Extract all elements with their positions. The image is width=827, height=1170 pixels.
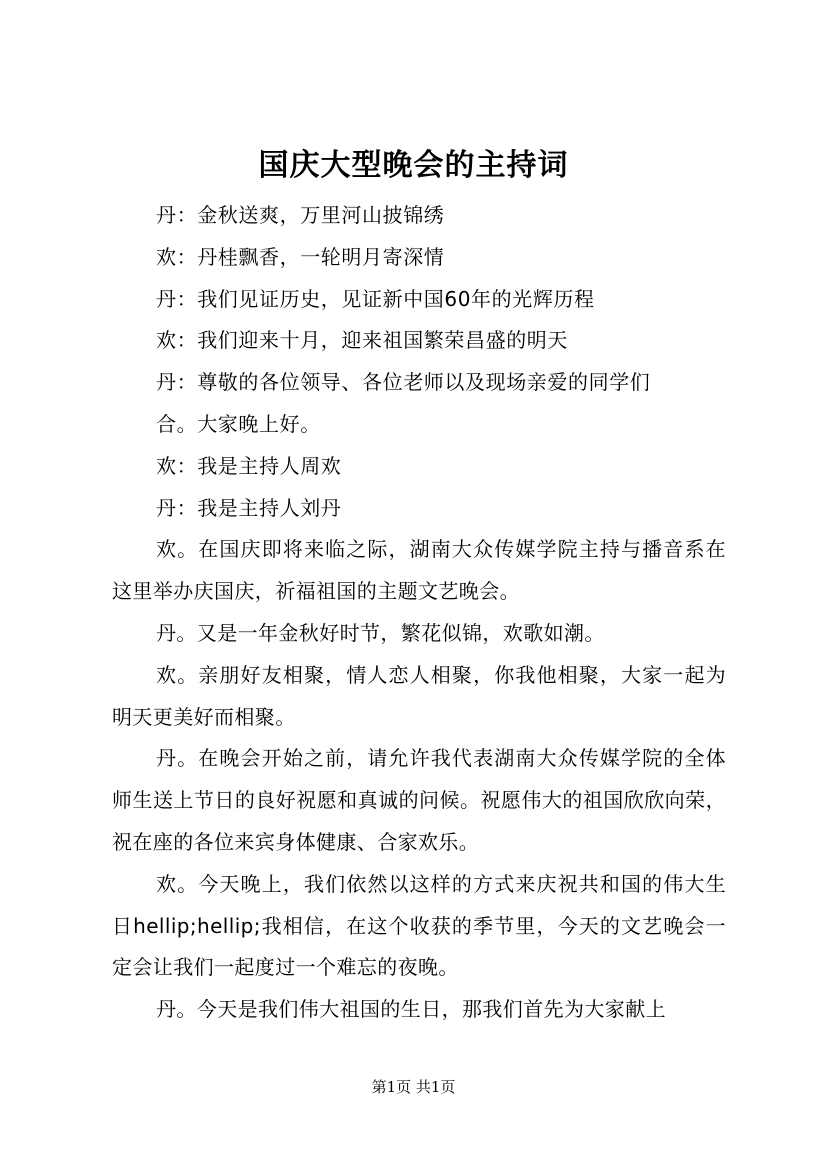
paragraph: 丹：我们见证历史，见证新中国60年的光辉历程 — [156, 286, 595, 311]
paragraph: 欢：我们迎来十月，迎来祖国繁荣昌盛的明天 — [156, 328, 568, 353]
page-footer: 第1页 共1页 — [371, 1078, 456, 1096]
paragraph: 合。大家晚上好。 — [156, 411, 321, 436]
paragraph: 丹：我是主持人刘丹 — [156, 495, 342, 520]
paragraph: 丹。在晚会开始之前，请允许我代表湖南大众传媒学院的全体师生送上节日的良好祝愿和真诚的问候。祝愿伟大的祖国欣欣向荣，祝在座的各位来宾身体健康、合家欢乐。 — [112, 746, 726, 854]
document-title: 国庆大型晚会的主持词 — [258, 148, 569, 183]
paragraph: 欢：丹桂飘香，一轮明月寄深情 — [156, 244, 445, 269]
paragraph: 欢。亲朋好友相聚，情人恋人相聚，你我他相聚，大家一起为明天更美好而相聚。 — [112, 662, 726, 729]
paragraph: 丹。今天是我们伟大祖国的生日，那我们首先为大家献上 — [156, 997, 666, 1022]
paragraph: 丹：金秋送爽，万里河山披锦绣 — [156, 203, 445, 227]
paragraph: 丹：尊敬的各位领导、各位老师以及现场亲爱的同学们 — [156, 370, 651, 395]
paragraph: 欢：我是主持人周欢 — [156, 453, 342, 478]
document-body — [112, 195, 726, 1031]
paragraph: 欢。今天晚上，我们依然以这样的方式来庆祝共和国的伟大生日hellip;hellip;我相信，在这个收获的季节里，今天的文艺晚会一定会让我们一起度过一个难忘的夜晚。 — [112, 871, 726, 980]
paragraph: 丹。又是一年金秋好时节，繁花似锦，欢歌如潮。 — [156, 620, 605, 645]
paragraph: 欢。在国庆即将来临之际，湖南大众传媒学院主持与播音系在这里举办庆国庆，祈福祖国的主题文艺晚会。 — [112, 537, 726, 604]
